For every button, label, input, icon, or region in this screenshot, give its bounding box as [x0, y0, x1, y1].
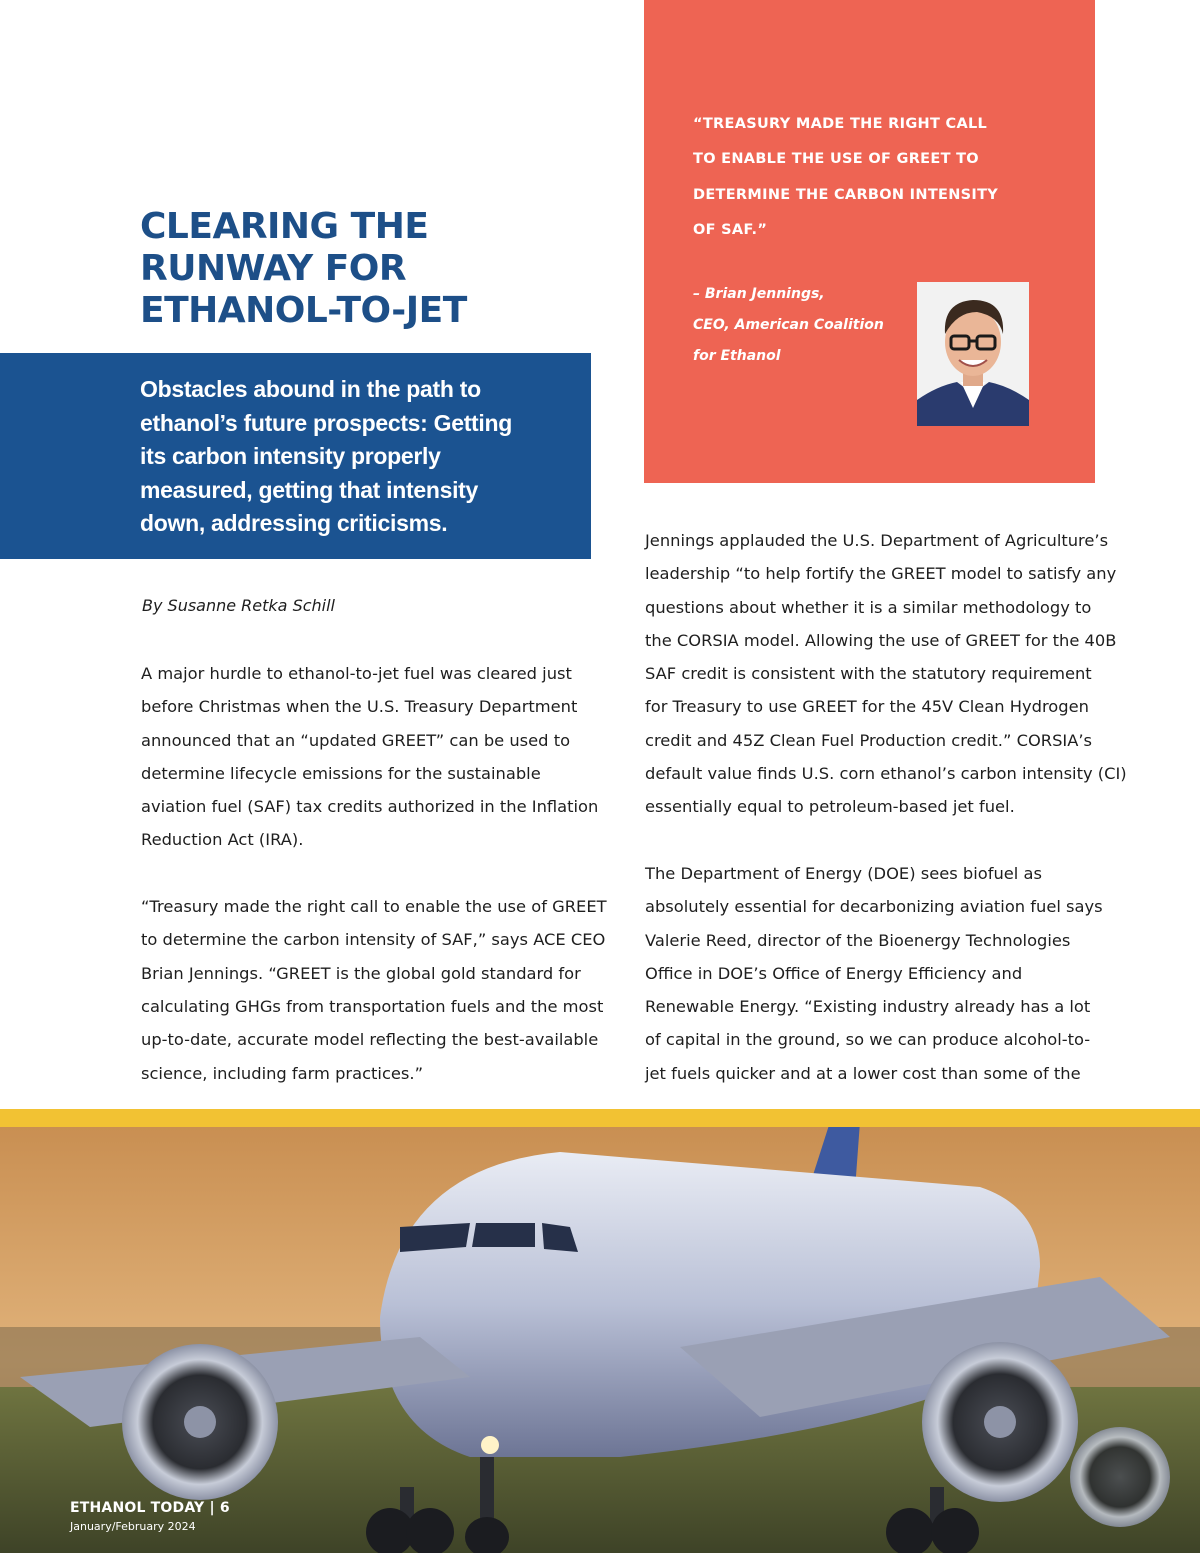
page-folio: ETHANOL TODAY | 6: [70, 1500, 230, 1516]
body-line: of capital in the ground, so we can produce alcohol-to-: [645, 1030, 1091, 1050]
deck-line: its carbon intensity properly: [140, 443, 441, 469]
body-line: essentially equal to petroleum-based jet fuel.: [645, 797, 1015, 817]
deck-line: ethanol’s future prospects: Getting: [140, 409, 513, 436]
attribution-line: – Brian Jennings,: [693, 286, 825, 302]
pull-quote-attribution: [693, 279, 913, 372]
headline-line: ETHANOL-TO-JET: [140, 290, 467, 331]
body-column-left: [141, 657, 607, 1090]
attribution-line: CEO, American Coalition: [693, 317, 884, 333]
body-line: before Christmas when the U.S. Treasury Department: [141, 697, 578, 717]
body-line: SAF credit is consistent with the statutory requirement: [645, 664, 1092, 684]
body-line: “Treasury made the right call to enable the use of GREET: [141, 897, 607, 917]
body-line: Renewable Energy. “Existing industry already has a lot: [645, 997, 1091, 1017]
body-paragraph: [645, 857, 1103, 1090]
accent-strip: [0, 1109, 1200, 1127]
headline-line: CLEARING THE: [140, 206, 429, 247]
pull-quote-line: “TREASURY MADE THE RIGHT CALL: [693, 116, 988, 132]
body-paragraph: [645, 524, 1127, 824]
pull-quote-line: DETERMINE THE CARBON INTENSITY: [693, 186, 999, 203]
body-line: determine lifecycle emissions for the sustainable: [141, 763, 541, 783]
article-headline: [140, 206, 580, 332]
pull-quote-line: OF SAF.”: [693, 221, 768, 238]
body-line: Jennings applauded the U.S. Department of Agriculture’s: [645, 531, 1109, 550]
body-line: Office in DOE’s Office of Energy Efficiency and: [645, 963, 1023, 983]
deck-line: Obstacles abound in the path to: [140, 376, 481, 402]
issue-date: January/February 2024: [70, 1520, 196, 1533]
body-line: to determine the carbon intensity of SAF,” says ACE CEO: [141, 930, 606, 950]
body-line: leadership “to help fortify the GREET model to satisfy any: [645, 564, 1117, 584]
portrait-illustration: [917, 282, 1029, 426]
portrait-photo: [917, 282, 1029, 426]
deck-line: measured, getting that intensity: [140, 476, 479, 503]
body-line: default value finds U.S. corn ethanol’s carbon intensity (CI): [645, 764, 1127, 784]
body-line: Brian Jennings. “GREET is the global gold standard for: [141, 963, 581, 983]
pull-quote-line: TO ENABLE THE USE OF GREET TO: [693, 151, 979, 168]
body-line: science, including farm practices.”: [141, 1063, 424, 1083]
body-line: up-to-date, accurate model reflecting the best-available: [141, 1030, 599, 1050]
body-line: jet fuels quicker and at a lower cost than some of the: [645, 1063, 1081, 1083]
body-column-right: [645, 524, 1127, 1090]
byline: By Susanne Retka Schill: [142, 596, 335, 615]
body-line: calculating GHGs from transportation fuels and the most: [141, 996, 604, 1016]
body-line: A major hurdle to ethanol-to-jet fuel was cleared just: [141, 664, 572, 683]
body-line: Reduction Act (IRA).: [141, 830, 304, 850]
article-deck: [140, 373, 540, 541]
body-line: the CORSIA model. Allowing the use of GREET for the 40B: [645, 630, 1117, 650]
body-line: aviation fuel (SAF) tax credits authorized in the Inflation: [141, 797, 599, 817]
body-paragraph: [141, 657, 599, 857]
body-paragraph: [141, 890, 607, 1090]
body-line: absolutely essential for decarbonizing aviation fuel says: [645, 897, 1103, 917]
headline-line: RUNWAY FOR: [140, 248, 407, 289]
body-line: The Department of Energy (DOE) sees biofuel as: [645, 863, 1042, 883]
airplane-illustration: [0, 1127, 1200, 1553]
airplane-photo: [0, 1127, 1200, 1553]
body-line: credit and 45Z Clean Fuel Production credit.” CORSIA’s: [645, 730, 1093, 750]
body-line: announced that an “updated GREET” can be used to: [141, 730, 571, 750]
body-line: Valerie Reed, director of the Bioenergy Technologies: [645, 930, 1071, 950]
body-line: questions about whether it is a similar methodology to: [645, 597, 1092, 617]
pull-quote: [693, 107, 1053, 248]
attribution-line: for Ethanol: [693, 348, 781, 364]
deck-line: down, addressing criticisms.: [140, 510, 448, 536]
body-line: for Treasury to use GREET for the 45V Clean Hydrogen: [645, 697, 1089, 717]
